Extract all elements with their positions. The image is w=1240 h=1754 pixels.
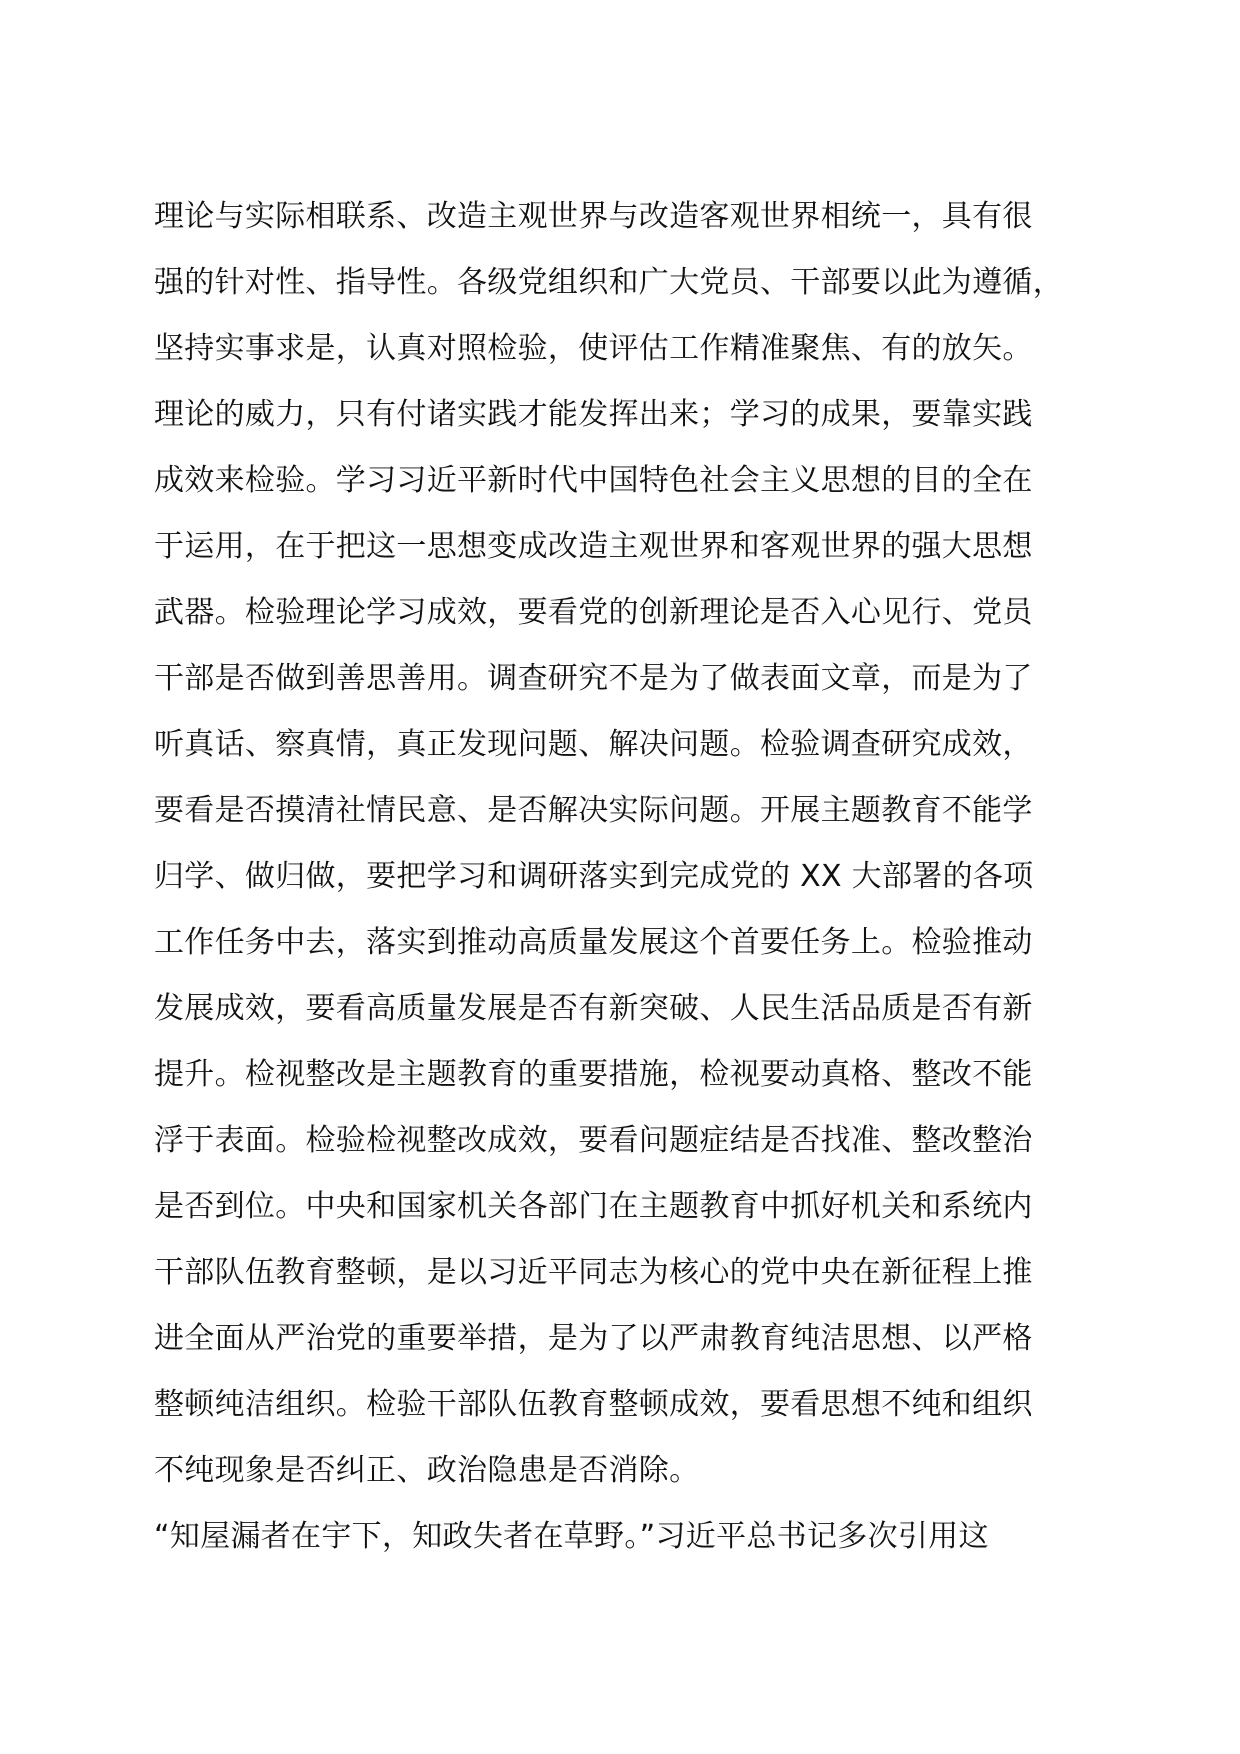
text-line: 进全面从严治党的重要举措，是为了以严肃教育纯洁思想、以严格 [154, 1321, 1033, 1356]
text-line: 发展成效，要看高质量发展是否有新突破、人民生活品质是否有新 [154, 991, 1033, 1026]
text-line: 整顿纯洁组织。检验干部队伍教育整顿成效，要看思想不纯和组织 [154, 1387, 1033, 1422]
text-line: 坚持实事求是，认真对照检验，使评估工作精准聚焦、有的放矢。 [154, 331, 1033, 366]
text-line: 成效来检验。学习习近平新时代中国特色社会主义思想的目的全在 [154, 463, 1033, 498]
text-line: 要看是否摸清社情民意、是否解决实际问题。开展主题教育不能学 [154, 793, 1033, 828]
text-line: 听真话、察真情，真正发现问题、解决问题。检验调查研究成效， [154, 727, 1033, 762]
text-line: 武器。检验理论学习成效，要看党的创新理论是否入心见行、党员 [154, 595, 1033, 630]
text-line: 提升。检视整改是主题教育的重要措施，检视要动真格、整改不能 [154, 1057, 1033, 1092]
text-line: 工作任务中去，落实到推动高质量发展这个首要任务上。检验推动 [154, 925, 1033, 960]
text-line: 理论的威力，只有付诸实践才能发挥出来；学习的成果，要靠实践 [154, 397, 1033, 432]
text-line: 归学、做归做，要把学习和调研落实到完成党的 XX 大部署的各项 [154, 859, 1034, 894]
text-line: “知屋漏者在宇下，知政失者在草野。”习近平总书记多次引用这 [154, 1519, 989, 1554]
text-line: 理论与实际相联系、改造主观世界与改造客观世界相统一，具有很 [154, 199, 1033, 234]
text-line: 强的针对性、指导性。各级党组织和广大党员、干部要以此为遵循， [154, 265, 1063, 300]
text-line: 于运用，在于把这一思想变成改造主观世界和客观世界的强大思想 [154, 529, 1033, 564]
text-line: 干部是否做到善思善用。调查研究不是为了做表面文章，而是为了 [154, 661, 1033, 696]
text-line: 是否到位。中央和国家机关各部门在主题教育中抓好机关和系统内 [154, 1189, 1033, 1224]
text-line: 不纯现象是否纠正、政治隐患是否消除。 [154, 1453, 700, 1488]
text-line: 干部队伍教育整顿，是以习近平同志为核心的党中央在新征程上推 [154, 1255, 1033, 1290]
body-text [154, 184, 1086, 1570]
text-line: 浮于表面。检验检视整改成效，要看问题症结是否找准、整改整治 [154, 1123, 1033, 1158]
